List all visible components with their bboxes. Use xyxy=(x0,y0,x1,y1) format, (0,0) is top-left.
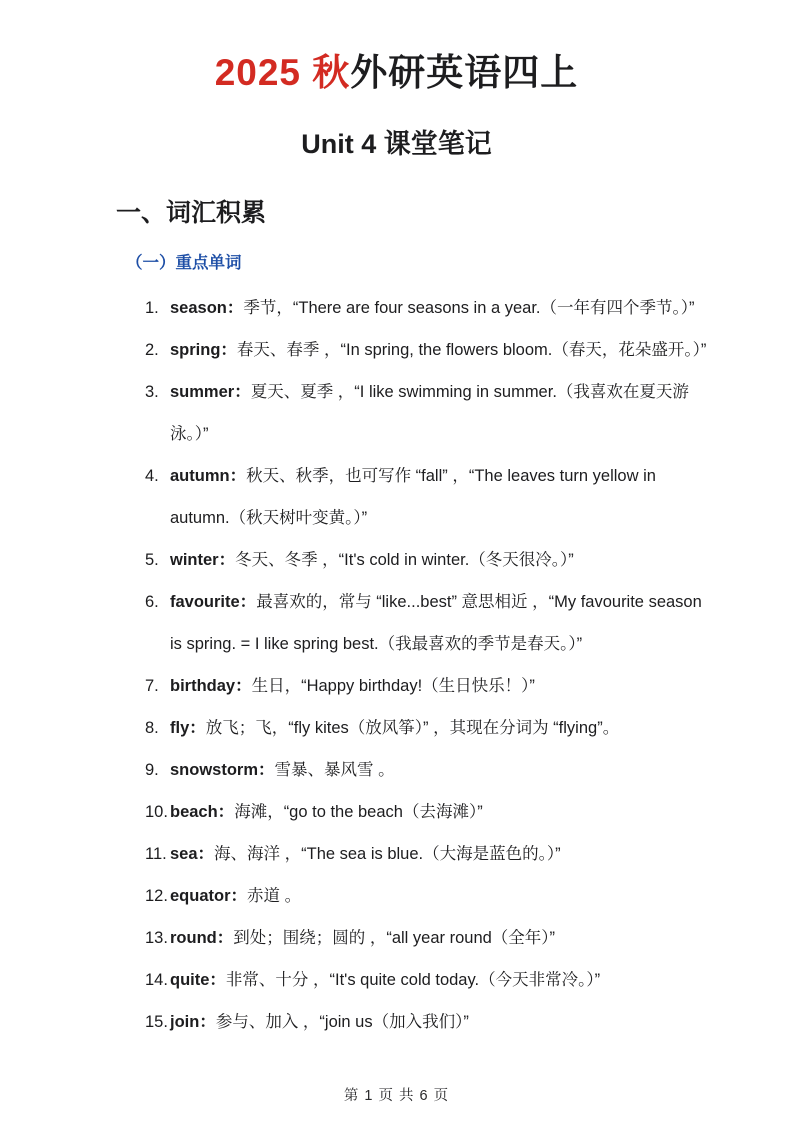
vocab-item-text xyxy=(170,287,695,329)
vocab-item xyxy=(145,707,708,749)
vocab-item-word: equator： xyxy=(170,887,248,905)
vocab-item-word: join： xyxy=(170,1013,216,1031)
vocab-item-definition: 参与、加入 ，“join us（加入我们）” xyxy=(215,1013,469,1031)
vocab-item-word: snowstorm： xyxy=(170,761,275,779)
page-title-year: 2025 秋 xyxy=(214,52,351,93)
page-number-footer: 第 1 页 共 6 页 xyxy=(343,1088,450,1104)
vocab-item-definition: 放飞；飞，“fly kites（放风筝）” ，其现在分词为 “flying”。 xyxy=(205,719,620,737)
vocab-item-definition: 生日，“Happy birthday!（生日快乐！）” xyxy=(251,677,535,695)
vocab-item-text xyxy=(170,749,395,791)
vocab-item-text xyxy=(170,665,535,707)
section-heading-vocabulary: 一、词汇积累 xyxy=(116,199,267,227)
vocab-item-word: sea： xyxy=(170,845,215,863)
vocab-item-definition: 海滩，“go to the beach（去海滩）” xyxy=(234,803,483,821)
vocab-item-number: 8. xyxy=(145,719,159,737)
vocab-item-text xyxy=(170,539,574,581)
vocab-item xyxy=(145,959,708,1001)
vocab-item-definition: 夏天、夏季 ，“I like swimming in summer.（我喜欢在夏天游泳。）” xyxy=(170,383,689,443)
vocab-item-number: 9. xyxy=(145,761,159,779)
vocab-item xyxy=(145,329,708,371)
vocab-item-text xyxy=(170,875,301,917)
subsection-heading-key-words: （一）重点单词 xyxy=(126,254,242,272)
vocab-item-text xyxy=(170,1001,469,1043)
vocab-item-definition: 非常、十分 ，“It's quite cold today.（今天非常冷。）” xyxy=(225,971,601,989)
vocab-item xyxy=(145,875,708,917)
page-title xyxy=(0,50,793,96)
vocab-item-number: 13. xyxy=(145,929,168,947)
vocab-item-word: fly： xyxy=(170,719,206,737)
vocab-list xyxy=(145,287,708,1043)
vocab-item xyxy=(145,833,708,875)
vocab-item xyxy=(145,749,708,791)
vocab-item-number: 10. xyxy=(145,803,168,821)
vocab-item-number: 1. xyxy=(145,299,159,317)
vocab-item-definition: 最喜欢的，常与 “like...best” 意思相近 ，“My favourite season is spring. = I like spring best.（我最喜欢的季节是春天。）” xyxy=(170,593,702,653)
vocab-item-text xyxy=(170,581,708,665)
vocab-item-definition: 冬天、冬季 ，“It's cold in winter.（冬天很冷。）” xyxy=(235,551,574,569)
vocab-item-text xyxy=(170,707,619,749)
vocab-item xyxy=(145,665,708,707)
vocab-item-word: beach： xyxy=(170,803,235,821)
vocab-item xyxy=(145,1001,708,1043)
vocab-item xyxy=(145,371,708,455)
vocab-item-number: 15. xyxy=(145,1013,168,1031)
vocab-item-text xyxy=(170,791,483,833)
page-subtitle: Unit 4 课堂笔记 xyxy=(301,129,492,159)
vocab-item-text xyxy=(170,455,708,539)
vocab-item-word: favourite： xyxy=(170,593,257,611)
vocab-item-word: birthday： xyxy=(170,677,252,695)
vocab-item xyxy=(145,539,708,581)
vocab-item-definition: 季节，“There are four seasons in a year.（一年有四个季节。）” xyxy=(243,299,695,317)
vocab-item-number: 7. xyxy=(145,677,159,695)
vocab-item-word: quite： xyxy=(170,971,226,989)
vocab-item-word: round： xyxy=(170,929,234,947)
vocab-item-number: 5. xyxy=(145,551,159,569)
vocab-item-word: season： xyxy=(170,299,244,317)
vocab-item-definition: 秋天、秋季，也可写作 “fall” ，“The leaves turn yellow in autumn.（秋天树叶变黄。）” xyxy=(170,467,656,527)
vocab-item-text xyxy=(170,959,600,1001)
vocab-item-text xyxy=(170,371,708,455)
vocab-item-definition: 到处；围绕；圆的 ，“all year round（全年）” xyxy=(233,929,556,947)
vocab-item-word: autumn： xyxy=(170,467,247,485)
vocab-item-definition: 雪暴、暴风雪 。 xyxy=(274,761,395,779)
vocab-item-number: 11. xyxy=(145,845,167,863)
vocab-item-number: 6. xyxy=(145,593,159,611)
vocab-item-definition: 春天、春季 ，“In spring, the flowers bloom.（春天，花朵盛开。）” xyxy=(236,341,707,359)
vocab-item-text xyxy=(170,833,561,875)
vocab-item-word: spring： xyxy=(170,341,237,359)
vocab-item-number: 12. xyxy=(145,887,168,905)
vocab-item-number: 2. xyxy=(145,341,159,359)
vocab-item-definition: 海、海洋 ，“The sea is blue.（大海是蓝色的。）” xyxy=(214,845,561,863)
page-title-rest: 外研英语四上 xyxy=(350,52,579,93)
vocab-item-word: winter： xyxy=(170,551,236,569)
vocab-item-text xyxy=(170,917,555,959)
vocab-item xyxy=(145,455,708,539)
vocab-item xyxy=(145,917,708,959)
vocab-item-number: 4. xyxy=(145,467,159,485)
vocab-item-word: summer： xyxy=(170,383,251,401)
vocab-item xyxy=(145,791,708,833)
vocab-item-number: 14. xyxy=(145,971,168,989)
vocab-item-text xyxy=(170,329,706,371)
vocab-item xyxy=(145,287,708,329)
vocab-item-definition: 赤道 。 xyxy=(247,887,302,905)
vocab-item-number: 3. xyxy=(145,383,159,401)
vocab-item xyxy=(145,581,708,665)
